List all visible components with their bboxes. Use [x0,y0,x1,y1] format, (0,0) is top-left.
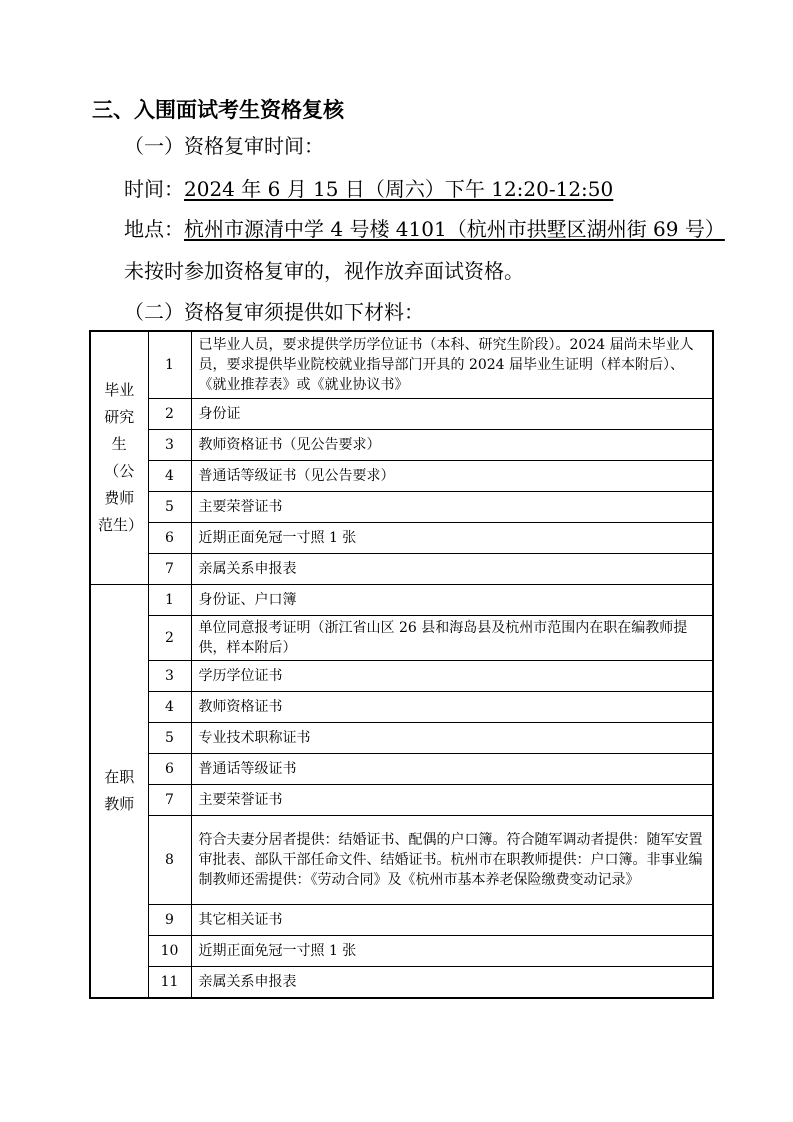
item-text: 主要荣誉证书 [191,492,713,523]
item-number: 8 [148,816,191,905]
table-row [90,661,713,692]
item-text: 主要荣誉证书 [191,785,713,816]
table-row [90,554,713,585]
group-label-graduate: 毕业 研究 生（公 费师 范生） [90,331,148,585]
item-text: 近期正面免冠一寸照 1 张 [191,523,713,554]
table-row [90,967,713,999]
section-heading: 三、入围面试考生资格复核 [92,98,344,122]
item-number: 7 [148,785,191,816]
item-number: 5 [148,492,191,523]
place-label: 地点： [124,217,184,241]
table-row [90,785,713,816]
item-number: 11 [148,967,191,999]
item-number: 3 [148,661,191,692]
item-number: 6 [148,523,191,554]
table-row [90,692,713,723]
item-text: 身份证 [191,399,713,430]
table-row [90,461,713,492]
item-text: 学历学位证书 [191,661,713,692]
materials-subheading: （二）资格复审须提供如下材料： [124,300,424,324]
item-number: 10 [148,936,191,967]
table-row [90,936,713,967]
item-number: 4 [148,692,191,723]
table-row [90,585,713,616]
item-number: 2 [148,399,191,430]
table-row [90,905,713,936]
item-number: 9 [148,905,191,936]
item-text: 单位同意报考证明（浙江省山区 26 县和海岛县及杭州市范围内在职在编教师提供，样本附后） [191,616,713,661]
item-text: 其它相关证书 [191,905,713,936]
item-text: 普通话等级证书（见公告要求） [191,461,713,492]
item-number: 1 [148,331,191,399]
review-time-subheading: （一）资格复审时间： [124,134,324,158]
item-number: 7 [148,554,191,585]
item-text: 教师资格证书（见公告要求） [191,430,713,461]
table-row [90,723,713,754]
table-row [90,331,713,399]
item-text: 普通话等级证书 [191,754,713,785]
item-number: 2 [148,616,191,661]
review-time-line [124,176,613,202]
table-row [90,399,713,430]
absence-note: 未按时参加资格复审的，视作放弃面试资格。 [124,259,524,283]
item-text: 亲属关系申报表 [191,967,713,999]
item-text: 符合夫妻分居者提供：结婚证书、配偶的户口簿。符合随军调动者提供：随军安置审批表、部队干部任命文件、结婚证书。杭州市在职教师提供：户口簿。非事业编制教师还需提供：《劳动合同》及《杭州市基本养老保险缴费变动记录》 [191,816,713,905]
group-label-inservice: 在职 教师 [90,585,148,999]
item-number: 6 [148,754,191,785]
time-label: 时间： [124,177,184,201]
item-text: 已毕业人员，要求提供学历学位证书（本科、研究生阶段）。2024 届尚未毕业人员，要求提供毕业院校就业指导部门开具的 2024 届毕业生证明（样本附后）、《就业推荐表》或《就业协议书》 [191,331,713,399]
table-row [90,430,713,461]
item-number: 3 [148,430,191,461]
table-row [90,616,713,661]
item-text: 近期正面免冠一寸照 1 张 [191,936,713,967]
place-value: 杭州市源清中学 4 号楼 4101（杭州市拱墅区湖州街 69 号） [184,217,725,241]
item-number: 1 [148,585,191,616]
table-row [90,754,713,785]
table-row [90,523,713,554]
item-text: 教师资格证书 [191,692,713,723]
table-row [90,816,713,905]
time-value: 2024 年 6 月 15 日（周六）下午 12:20-12:50 [184,177,614,201]
table-row [90,492,713,523]
item-text: 亲属关系申报表 [191,554,713,585]
item-number: 5 [148,723,191,754]
review-place-line [124,216,725,242]
item-text: 专业技术职称证书 [191,723,713,754]
item-text: 身份证、户口簿 [191,585,713,616]
item-number: 4 [148,461,191,492]
materials-table [89,330,714,999]
